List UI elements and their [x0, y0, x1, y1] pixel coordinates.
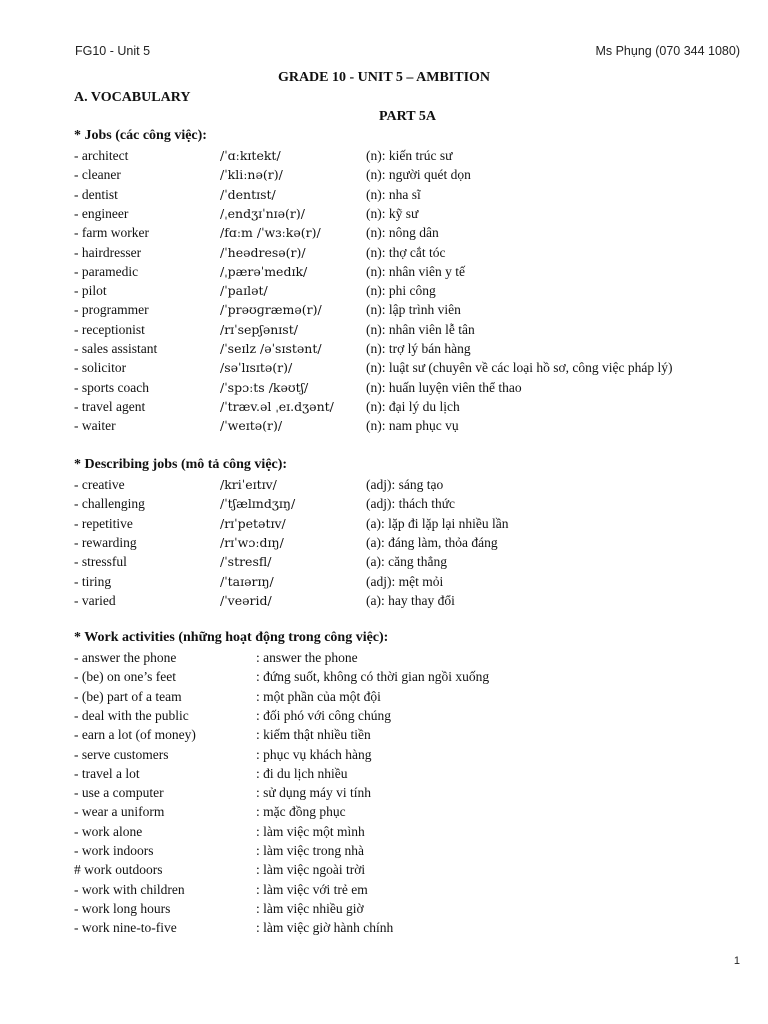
describing-pronunciation: /kriˈeɪtɪv/ — [220, 477, 277, 492]
job-pronunciation: /ˈseɪlz /əˈsɪstənt/ — [220, 341, 322, 356]
describing-pronunciation: /ˈtʃælɪndʒɪŋ/ — [220, 496, 296, 512]
job-meaning: (n): nha sĩ — [366, 186, 421, 202]
job-pronunciation: /səˈlɪsɪtə(r)/ — [220, 360, 293, 376]
describing-term: - creative — [74, 477, 125, 492]
job-term: - pilot — [74, 283, 107, 299]
job-meaning: (n): phi công — [366, 283, 436, 299]
header-course: FG10 - Unit 5 — [75, 44, 151, 58]
job-meaning: (n): lập trình viên — [366, 302, 461, 318]
describing-pronunciation: /ˈveərid/ — [220, 592, 272, 608]
describing-term: - stressful — [74, 554, 127, 570]
job-term: - paramedic — [74, 263, 139, 279]
describing-term: - tiring — [74, 573, 112, 589]
job-meaning: (n): nhân viên y tế — [366, 263, 465, 279]
describing-meaning: (adj): thách thức — [366, 496, 456, 512]
page-title: GRADE 10 - UNIT 5 – AMBITION — [277, 70, 491, 85]
activities-heading: * Work activities (những hoạt động trong công việc): — [74, 630, 389, 645]
job-term: - waiter — [74, 418, 116, 434]
activity-phrase: - (be) on one’s feet — [74, 669, 176, 685]
activity-meaning: : answer the phone — [256, 650, 358, 665]
job-pronunciation: /ˈpaɪlət/ — [220, 283, 268, 299]
activity-meaning: : làm việc nhiều giờ — [256, 900, 364, 916]
describing-term: - repetitive — [74, 515, 133, 531]
job-meaning: (n): kiến trúc sư — [366, 148, 453, 163]
describing-meaning: (a): hay thay đổi — [366, 592, 455, 608]
job-pronunciation: /ˌendʒɪˈnɪə(r)/ — [220, 205, 305, 221]
activity-phrase: # work outdoors — [74, 862, 163, 878]
job-meaning: (n): luật sư (chuyên về các loại hồ sơ, công việc pháp lý) — [366, 360, 673, 376]
activity-phrase: - use a computer — [74, 785, 164, 801]
job-meaning: (n): đại lý du lịch — [366, 398, 460, 414]
activity-phrase: - answer the phone — [74, 650, 177, 665]
job-pronunciation: /ˈdentɪst/ — [220, 186, 276, 202]
describing-term: - varied — [74, 592, 116, 608]
activity-meaning: : một phần của một đội — [256, 688, 381, 704]
section-heading: A. VOCABULARY — [74, 90, 191, 105]
page-number: 1 — [733, 955, 740, 967]
job-pronunciation: /ˈkliːnə(r)/ — [220, 167, 283, 183]
activity-meaning: : đối phó với công chúng — [256, 707, 391, 723]
describing-meaning: (adj): mệt mỏi — [366, 573, 444, 589]
describing-pronunciation: /ˈtaɪərɪŋ/ — [220, 573, 274, 589]
describing-term: - challenging — [74, 496, 145, 512]
job-pronunciation: /ˈprəʊɡræmə(r)/ — [220, 302, 322, 318]
activity-phrase: - (be) part of a team — [74, 688, 182, 704]
header-teacher: Ms Phụng (070 344 1080) — [595, 44, 740, 58]
job-term: - cleaner — [74, 167, 121, 183]
activity-phrase: - earn a lot (of money) — [74, 727, 196, 743]
describing-heading: * Describing jobs (mô tả công việc): — [74, 457, 288, 472]
activity-meaning: : mặc đồng phục — [256, 804, 346, 820]
activity-phrase: - serve customers — [74, 746, 169, 762]
job-term: - engineer — [74, 205, 129, 221]
activity-meaning: : làm việc trong nhà — [256, 843, 364, 858]
activity-meaning: : làm việc ngoài trời — [256, 862, 366, 878]
job-term: - programmer — [74, 302, 149, 318]
job-pronunciation: /ˈtræv.əl ˌeɪ.dʒənt/ — [220, 398, 334, 414]
part-heading: PART 5A — [379, 109, 436, 124]
job-pronunciation: /fɑːm /ˈwɜːkə(r)/ — [220, 225, 321, 241]
job-pronunciation: /ˈheədresə(r)/ — [220, 244, 306, 260]
describing-pronunciation: /rɪˈpetətɪv/ — [220, 515, 286, 531]
activity-phrase: - travel a lot — [74, 765, 140, 781]
activity-meaning: : sử dụng máy vi tính — [256, 785, 371, 801]
job-term: - hairdresser — [74, 244, 142, 260]
job-pronunciation: /ˌpærəˈmedɪk/ — [220, 263, 308, 279]
job-pronunciation: /ˈspɔːts /kəʊtʃ/ — [220, 379, 309, 395]
job-term: - architect — [74, 148, 129, 163]
job-term: - sports coach — [74, 379, 149, 395]
describing-meaning: (adj): sáng tạo — [366, 477, 444, 492]
activity-meaning: : đứng suốt, không có thời gian ngồi xuống — [256, 669, 490, 685]
describing-meaning: (a): đáng làm, thỏa đáng — [366, 534, 498, 550]
activity-phrase: - work with children — [74, 881, 185, 897]
activity-meaning: : làm việc với trẻ em — [256, 881, 368, 897]
job-term: - solicitor — [74, 360, 127, 376]
job-pronunciation: /ˈɑːkɪtekt/ — [220, 148, 281, 163]
job-meaning: (n): trợ lý bán hàng — [366, 341, 471, 356]
job-pronunciation: /ˈweɪtə(r)/ — [220, 418, 283, 434]
job-term: - dentist — [74, 186, 118, 202]
job-pronunciation: /rɪˈsepʃənɪst/ — [220, 321, 298, 337]
job-meaning: (n): nông dân — [366, 225, 439, 241]
job-term: - travel agent — [74, 398, 146, 414]
activity-meaning: : đi du lịch nhiều — [256, 765, 348, 781]
jobs-heading: * Jobs (các công việc): — [74, 128, 207, 143]
describing-pronunciation: /rɪˈwɔːdɪŋ/ — [220, 534, 284, 550]
activity-meaning: : phục vụ khách hàng — [256, 746, 372, 762]
activity-phrase: - work long hours — [74, 900, 171, 916]
job-meaning: (n): kỹ sư — [366, 205, 419, 221]
job-meaning: (n): nhân viên lễ tân — [366, 321, 475, 337]
describing-pronunciation: /ˈstresfl/ — [220, 554, 272, 570]
job-meaning: (n): huấn luyện viên thể thao — [366, 379, 522, 395]
activity-phrase: - work alone — [74, 823, 143, 839]
describing-meaning: (a): lặp đi lặp lại nhiều lần — [366, 515, 509, 531]
describing-term: - rewarding — [74, 534, 137, 550]
job-term: - sales assistant — [74, 341, 158, 356]
job-meaning: (n): thợ cắt tóc — [366, 244, 446, 260]
activity-phrase: - wear a uniform — [74, 804, 165, 820]
activity-phrase: - deal with the public — [74, 707, 189, 723]
describing-meaning: (a): căng thẳng — [366, 554, 447, 570]
job-meaning: (n): người quét dọn — [366, 167, 471, 183]
job-meaning: (n): nam phục vụ — [366, 418, 459, 434]
job-term: - farm worker — [74, 225, 149, 241]
activity-meaning: : làm việc giờ hành chính — [256, 920, 394, 936]
activity-meaning: : kiếm thật nhiều tiền — [256, 727, 371, 743]
activity-phrase: - work indoors — [74, 843, 154, 858]
job-term: - receptionist — [74, 321, 145, 337]
activity-meaning: : làm việc một mình — [256, 823, 365, 839]
activity-phrase: - work nine-to-five — [74, 920, 177, 936]
